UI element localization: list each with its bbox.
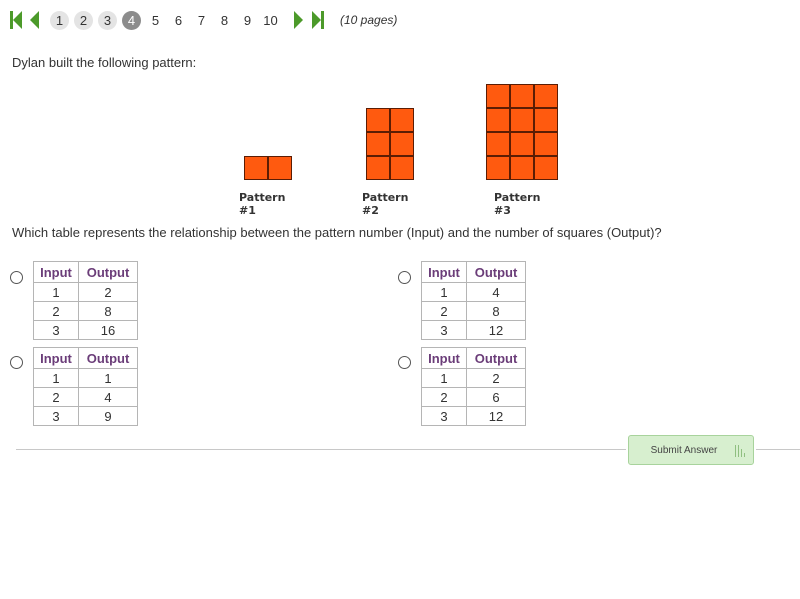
table-cell: 6: [467, 388, 526, 407]
table-cell: 9: [79, 407, 138, 426]
divider: [16, 449, 626, 450]
pattern-square: [534, 132, 558, 156]
page-link-8[interactable]: 8: [220, 12, 229, 28]
pattern-square: [510, 132, 534, 156]
table-row: [34, 283, 138, 302]
table-cell: 2: [467, 369, 526, 388]
table-cell: 4: [79, 388, 138, 407]
pattern-square: [366, 156, 390, 180]
page-count-label: (10 pages): [340, 13, 398, 27]
table-cell: 2: [422, 302, 467, 321]
pattern-square: [244, 156, 268, 180]
page-link-6[interactable]: 6: [174, 12, 183, 28]
pattern-square: [366, 132, 390, 156]
pattern-2-label: Pattern #2: [362, 191, 409, 217]
page-link-4-current[interactable]: 4: [122, 11, 141, 30]
table-header-output: Output: [79, 262, 138, 283]
table-cell: 3: [422, 407, 467, 426]
table-cell: 3: [34, 407, 79, 426]
submit-answer-button[interactable]: [628, 435, 754, 465]
pattern-square: [366, 108, 390, 132]
pattern-square: [486, 108, 510, 132]
choice-c-radio[interactable]: [10, 356, 23, 369]
table-header-input: Input: [422, 262, 467, 283]
pattern-square: [390, 132, 414, 156]
pattern-square: [390, 108, 414, 132]
page-link-9[interactable]: 9: [243, 12, 252, 28]
table-row: [34, 388, 138, 407]
table-header-output: Output: [467, 262, 526, 283]
table-header-input: Input: [34, 262, 79, 283]
pattern-square: [486, 132, 510, 156]
page-link-3[interactable]: 3: [98, 11, 117, 30]
table-cell: 8: [79, 302, 138, 321]
pattern-1-label: Pattern #1: [239, 191, 286, 217]
page-link-7[interactable]: 7: [197, 12, 206, 28]
table-cell: 3: [34, 321, 79, 340]
first-page-icon[interactable]: [8, 11, 22, 29]
page-link-2[interactable]: 2: [74, 11, 93, 30]
page-link-1[interactable]: 1: [50, 11, 69, 30]
pattern-square: [510, 156, 534, 180]
question-text: Which table represents the relationship between the pattern number (Input) and the number of squares (Output)?: [12, 225, 662, 240]
page-link-10[interactable]: 10: [263, 12, 278, 28]
table-cell: 1: [34, 283, 79, 302]
table-cell: 2: [79, 283, 138, 302]
table-cell: 12: [467, 407, 526, 426]
table-cell: 2: [422, 388, 467, 407]
pattern-3-label: Pattern #3: [494, 191, 541, 217]
table-cell: 8: [467, 302, 526, 321]
table-row: [422, 283, 526, 302]
pattern-square: [534, 84, 558, 108]
choice-d-table: [421, 347, 526, 426]
table-row: [422, 388, 526, 407]
question-prompt: Dylan built the following pattern:: [12, 55, 197, 70]
choice-b-table: [421, 261, 526, 340]
table-row: [34, 407, 138, 426]
pattern-square: [534, 108, 558, 132]
table-row: [422, 407, 526, 426]
table-cell: 2: [34, 302, 79, 321]
table-cell: 2: [34, 388, 79, 407]
choice-c-table: [33, 347, 138, 426]
table-cell: 1: [34, 369, 79, 388]
table-row: [34, 321, 138, 340]
table-cell: 1: [422, 369, 467, 388]
choice-a-table: [33, 261, 138, 340]
pattern-square: [510, 84, 534, 108]
choice-b-radio[interactable]: [398, 271, 411, 284]
choice-a-radio[interactable]: [10, 271, 23, 284]
table-cell: 16: [79, 321, 138, 340]
pattern-square: [510, 108, 534, 132]
table-header-output: Output: [467, 348, 526, 369]
pattern-square: [268, 156, 292, 180]
table-row: [34, 302, 138, 321]
table-row: [422, 369, 526, 388]
table-cell: 4: [467, 283, 526, 302]
pagination: [8, 9, 397, 31]
table-header-output: Output: [79, 348, 138, 369]
pattern-square: [486, 84, 510, 108]
table-cell: 12: [467, 321, 526, 340]
pattern-square: [486, 156, 510, 180]
table-header-input: Input: [422, 348, 467, 369]
divider: [756, 449, 800, 450]
table-header-input: Input: [34, 348, 79, 369]
table-cell: 1: [422, 283, 467, 302]
table-cell: 1: [79, 369, 138, 388]
submit-answer-label: Submit Answer: [650, 444, 718, 456]
table-cell: 3: [422, 321, 467, 340]
page-link-5[interactable]: 5: [151, 12, 160, 28]
last-page-icon[interactable]: [312, 11, 326, 29]
table-row: [422, 321, 526, 340]
table-row: [422, 302, 526, 321]
previous-page-icon[interactable]: [30, 11, 40, 29]
pattern-square: [390, 156, 414, 180]
choice-d-radio[interactable]: [398, 356, 411, 369]
table-row: [34, 369, 138, 388]
audio-icon: [735, 445, 747, 457]
pattern-square: [534, 156, 558, 180]
next-page-icon[interactable]: [294, 11, 304, 29]
